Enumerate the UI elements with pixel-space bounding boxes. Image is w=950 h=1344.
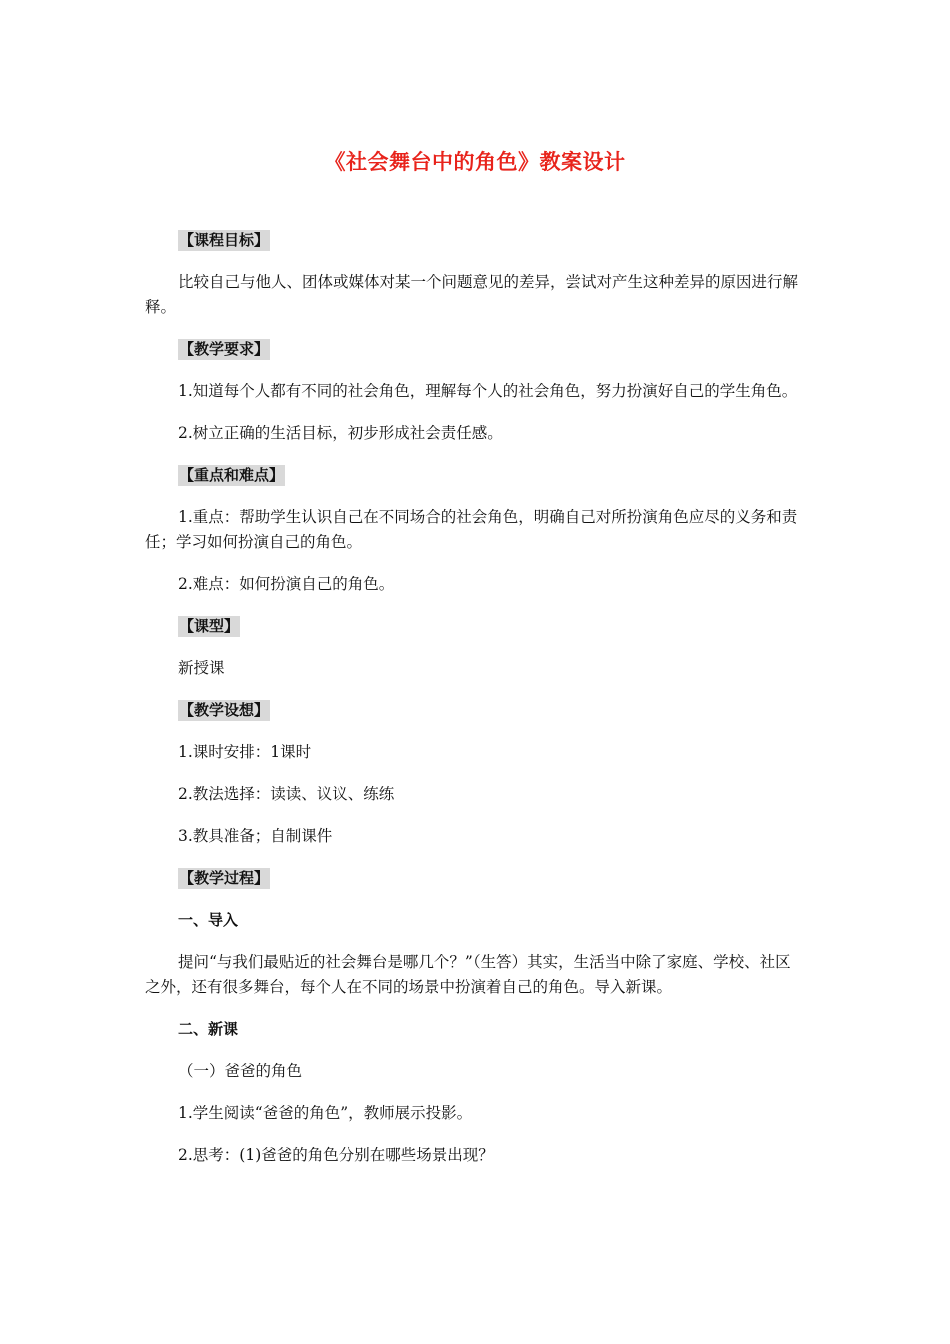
section-heading-requirements: 【教学要求】 xyxy=(179,340,270,358)
intro-text: 提问“与我们最贴近的社会舞台是哪几个？”（生答）其实，生活当中除了家庭、学校、社区之外，还有很多舞台，每个人在不同的场景中扮演着自己的角色。导入新课。 xyxy=(145,953,791,996)
plan-item-3: 3.教具准备；自制课件 xyxy=(178,827,333,845)
subheading-new-lesson: 二、新课 xyxy=(178,1020,239,1038)
key-point-item-1: 1.重点：帮助学生认识自己在不同场合的社会角色，明确自己对所扮演角色应尽的义务和责任；学习如何扮演自己的角色。 xyxy=(145,508,798,551)
requirement-item-2: 2.树立正确的生活目标，初步形成社会责任感。 xyxy=(178,424,503,442)
section-heading-key-points: 【重点和难点】 xyxy=(179,466,285,484)
subheading-intro: 一、导入 xyxy=(178,911,239,929)
new-lesson-item-2: 2.思考：(1)爸爸的角色分别在哪些场景出现？ xyxy=(178,1146,494,1164)
requirement-item-1: 1.知道每个人都有不同的社会角色，理解每个人的社会角色，努力扮演好自己的学生角色。 xyxy=(178,382,798,400)
plan-item-2: 2.教法选择：读读、议议、练练 xyxy=(178,785,395,803)
document-title: 《社会舞台中的角色》教案设计 xyxy=(324,150,626,174)
section-heading-process: 【教学过程】 xyxy=(179,869,270,887)
section-heading-lesson-type: 【课型】 xyxy=(179,617,240,635)
section-heading-goal: 【课程目标】 xyxy=(179,231,270,249)
new-lesson-item-1: 1.学生阅读“爸爸的角色”，教师展示投影。 xyxy=(178,1104,473,1122)
new-lesson-subsection: （一）爸爸的角色 xyxy=(178,1062,303,1080)
section-heading-teaching-plan: 【教学设想】 xyxy=(179,701,270,719)
plan-item-1: 1.课时安排：1课时 xyxy=(178,743,312,761)
lesson-type-text: 新授课 xyxy=(178,659,225,677)
goal-text: 比较自己与他人、团体或媒体对某一个问题意见的差异，尝试对产生这种差异的原因进行解释。 xyxy=(145,273,799,316)
document-body xyxy=(145,228,805,1168)
key-point-item-2: 2.难点：如何扮演自己的角色。 xyxy=(178,575,395,593)
